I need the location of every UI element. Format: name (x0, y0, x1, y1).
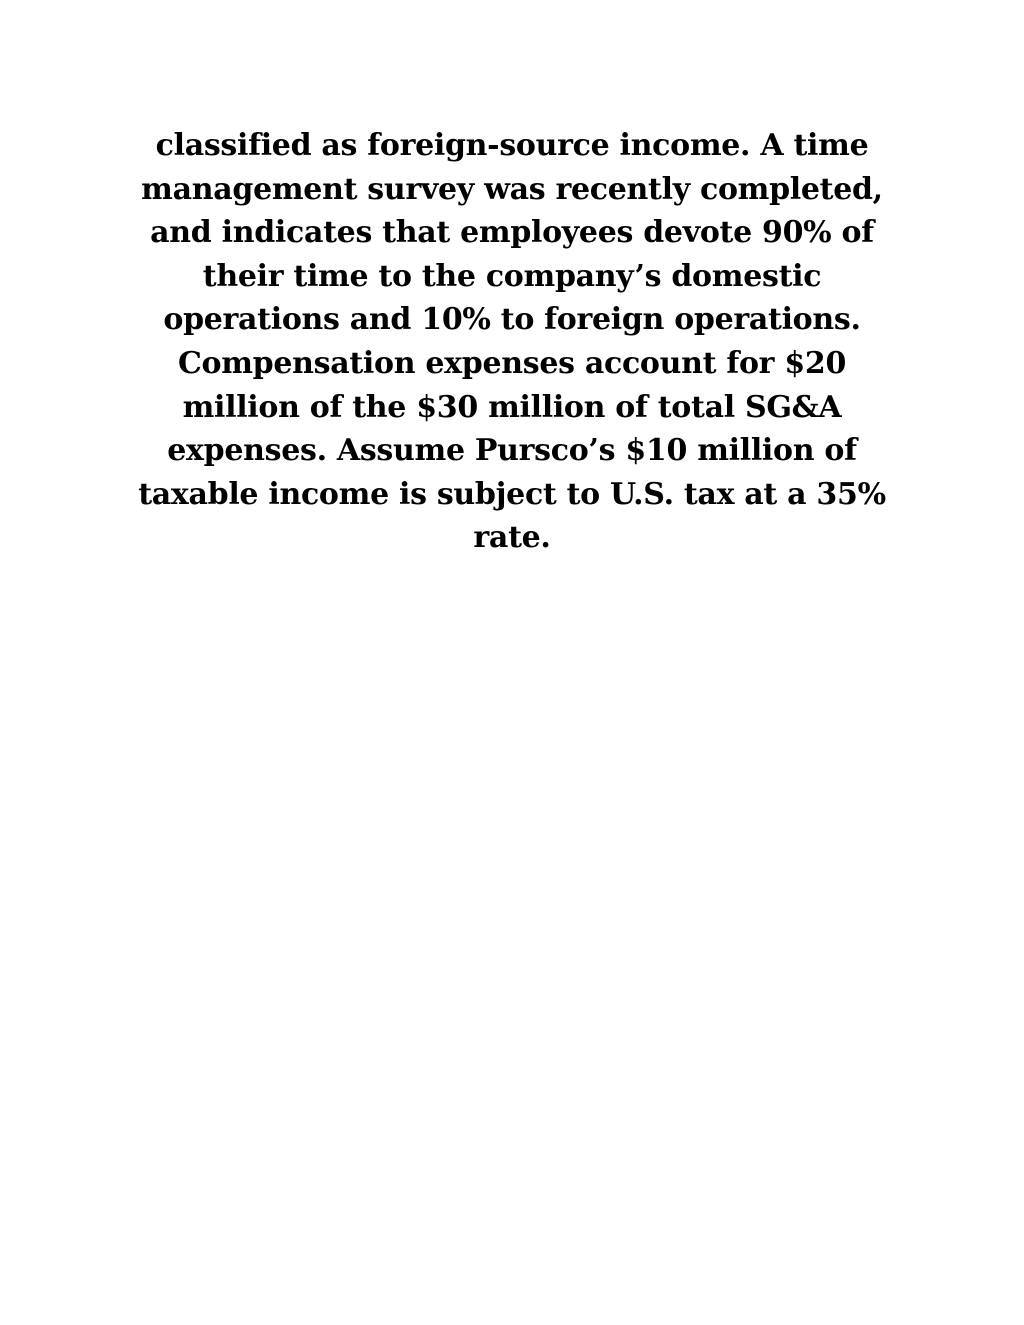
paragraph-line-10: rate. (473, 520, 551, 556)
paragraph-line-3: and indicates that employees devote 90% of (150, 215, 874, 251)
paragraph-line-2: management survey was recently completed, (141, 171, 883, 207)
paragraph-line-8: expenses. Assume Pursco’s $10 million of (167, 433, 857, 469)
paragraph-line-5: operations and 10% to foreign operations. (163, 302, 861, 338)
paragraph-line-9: taxable income is subject to U.S. tax at a 35% (138, 476, 886, 512)
paragraph-line-6: Compensation expenses account for $20 (177, 345, 847, 381)
paragraph-line-1: classified as foreign-source income. A time (155, 128, 869, 163)
paragraph-line-7: million of the $30 million of total SG&A (182, 389, 842, 425)
paragraph (112, 124, 912, 560)
paragraph-line-4: their time to the company’s domestic (202, 258, 822, 294)
